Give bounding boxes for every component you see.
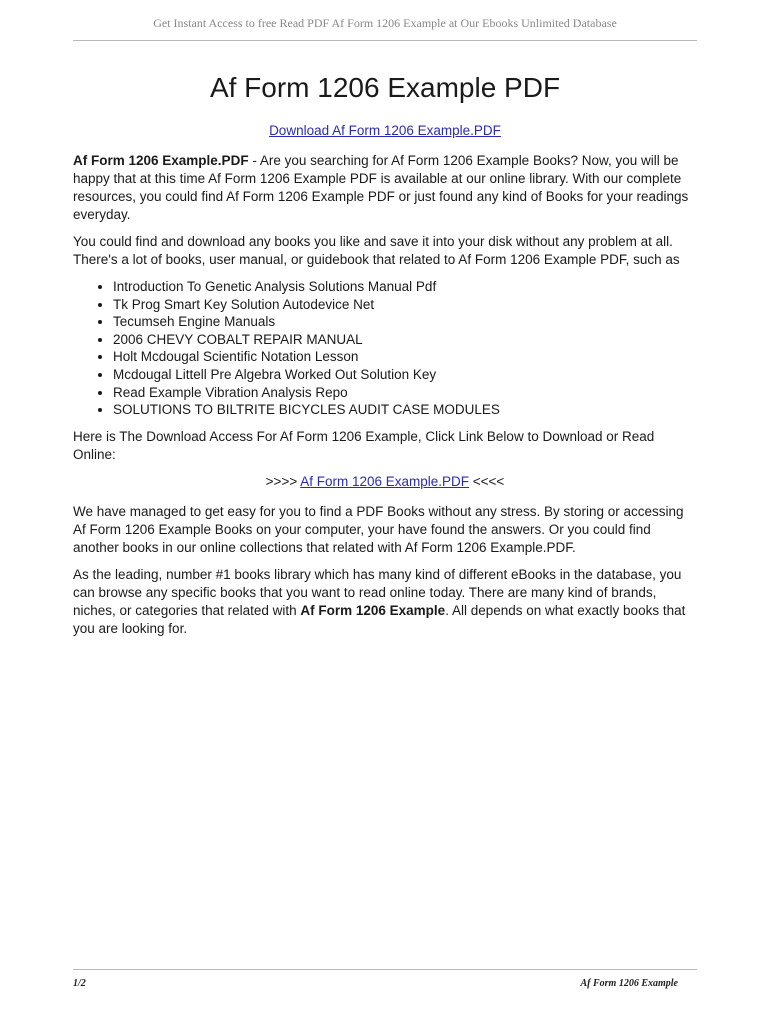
download-link-line — [73, 122, 697, 140]
intro-text: - Are you searching for Af Form 1206 Example Books? Now, you will be happy that at this time Af Form 1206 Example PDF is available at our online library. With our complete resources, you could find Af Form 1206 Example PDF or just found any kind of Books for your readings everyday. — [73, 153, 689, 222]
page-title: Af Form 1206 Example PDF — [209, 72, 561, 103]
intro-bold-title: Af Form 1206 Example.PDF — [73, 153, 249, 168]
list-item: • 2006 CHEVY COBALT REPAIR MANUAL — [113, 331, 697, 349]
footer-title: Af Form 1206 Example — [580, 978, 678, 989]
document-body — [73, 122, 697, 647]
download-link[interactable]: Download Af Form 1206 Example.PDF — [269, 123, 501, 138]
related-books-list — [73, 278, 697, 419]
center-link-line — [73, 473, 697, 491]
list-item: • Holt Mcdougal Scientific Notation Lesson — [113, 348, 697, 366]
page-number: 1/2 — [73, 978, 86, 989]
list-item: • Read Example Vibration Analysis Repo — [113, 384, 697, 402]
leading-library-paragraph — [73, 566, 697, 638]
page-header-text: Get Instant Access to free Read PDF Af Form 1206 Example at Our Ebooks Unlimited Database — [153, 16, 617, 30]
link-suffix: <<<< — [469, 473, 505, 489]
pdf-download-link[interactable]: Af Form 1206 Example.PDF — [300, 473, 470, 489]
header-divider — [73, 40, 697, 41]
link-prefix: >>>> — [265, 473, 301, 489]
footer-divider — [73, 969, 697, 970]
managed-paragraph: We have managed to get easy for you to find a PDF Books without any stress. By storing or accessing Af Form 1206 Example Books on your computer, your have found the answers. Or you could find another books in our online collections that related with Af Form 1206 Example.PDF. — [73, 503, 684, 555]
intro-paragraph — [73, 152, 697, 224]
leading-bold-title: Af Form 1206 Example — [300, 602, 446, 618]
list-item: • SOLUTIONS TO BILTRITE BICYCLES AUDIT CASE MODULES — [113, 401, 697, 419]
list-item: • Mcdougal Littell Pre Algebra Worked Out Solution Key — [113, 366, 697, 384]
list-item: • Tk Prog Smart Key Solution Autodevice Net — [113, 296, 697, 314]
leading-text-before: As the leading, number #1 books library which has many kind of different eBooks in the database, you can browse any specific books that you want to read online today. There are many kind of brands, niches, or categories that related with — [73, 566, 682, 618]
books-intro-paragraph: You could find and download any books you like and save it into your disk without any problem at all. There's a lot of books, user manual, or guidebook that related to Af Form 1206 Example PDF, such as — [73, 234, 680, 267]
leading-text-after: . All depends on what exactly books that you are looking for. — [73, 602, 686, 636]
list-item: • Introduction To Genetic Analysis Solutions Manual Pdf — [113, 278, 697, 296]
download-access-paragraph: Here is The Download Access For Af Form 1206 Example, Click Link Below to Download or Read Online: — [73, 428, 655, 462]
list-item: • Tecumseh Engine Manuals — [113, 313, 697, 331]
